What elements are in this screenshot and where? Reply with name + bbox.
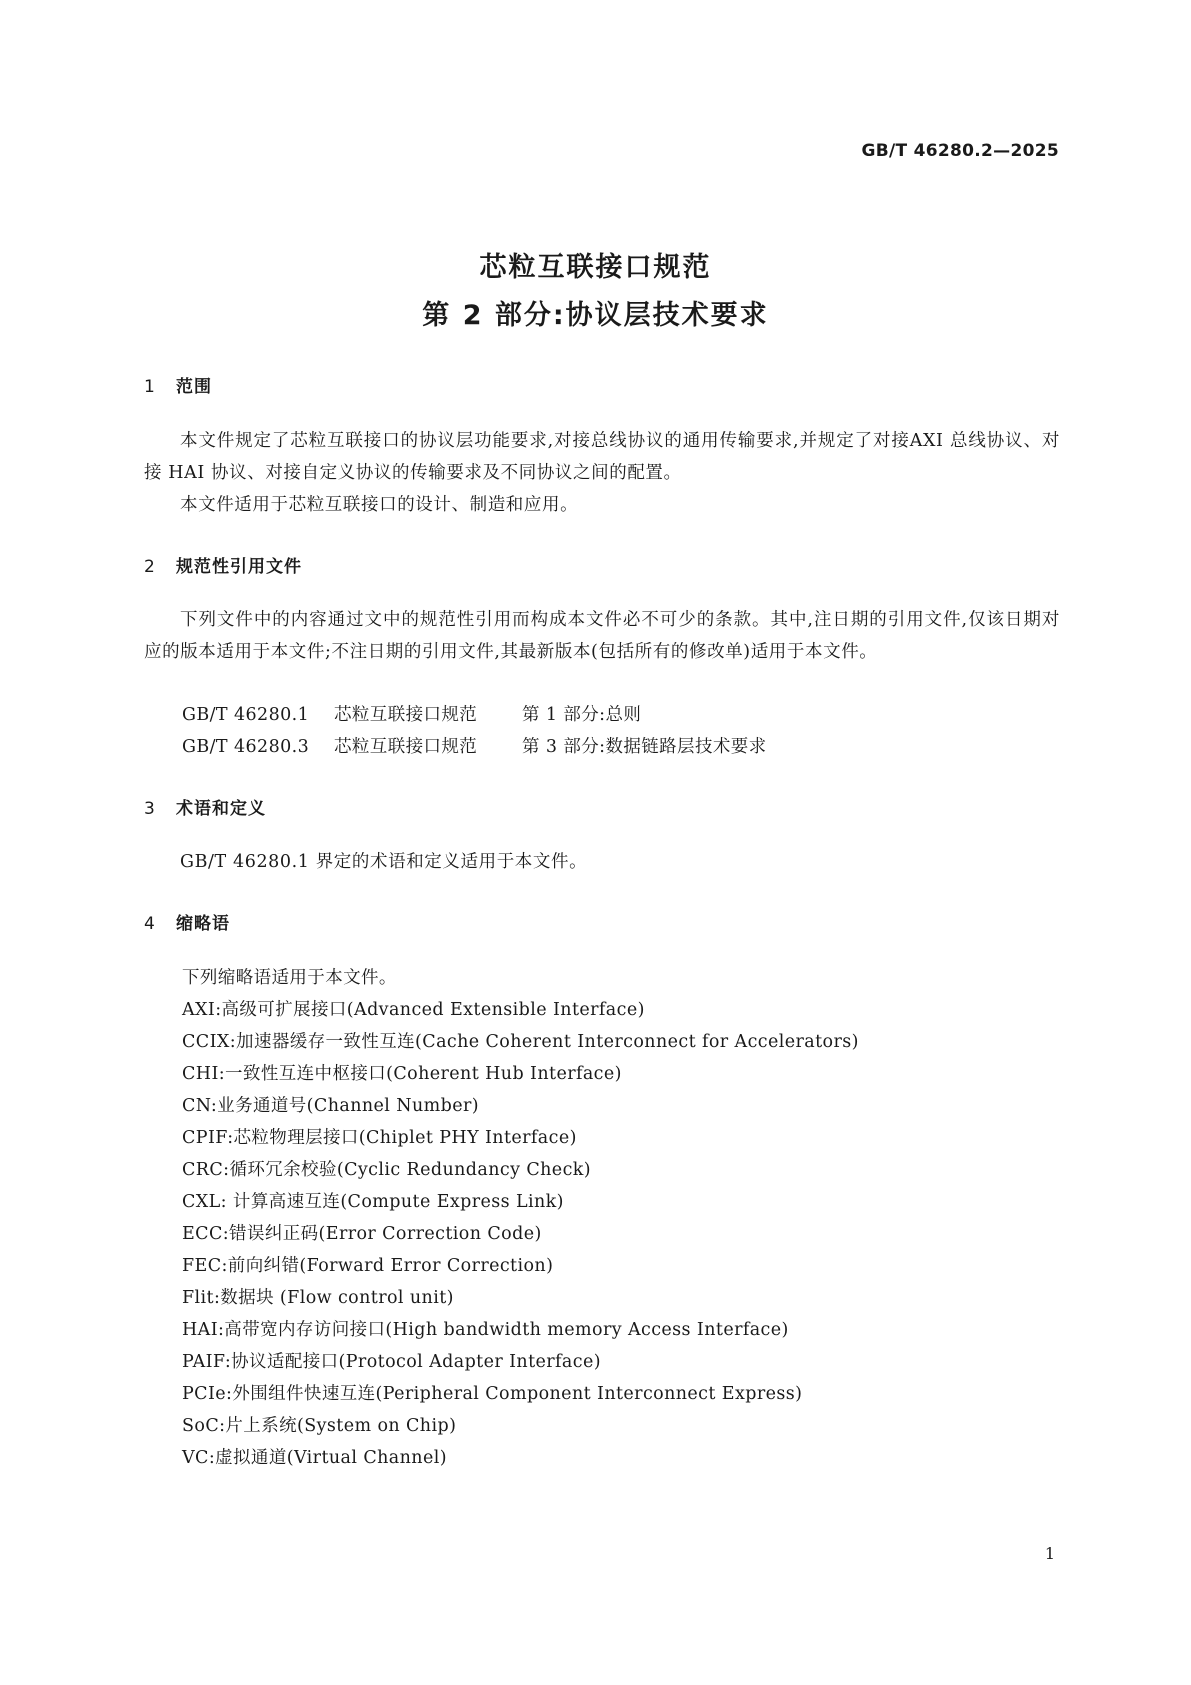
abbreviation-item: CXL: 计算高速互连(Compute Express Link) (182, 1192, 564, 1212)
abbreviation-item: PAIF:协议适配接口(Protocol Adapter Interface) (182, 1352, 601, 1372)
reference-code: GB/T 46280.1 (182, 705, 310, 725)
abbreviations-intro: 下列缩略语适用于本文件。 (182, 968, 397, 988)
reference-title: 芯粒互联接口规范 (334, 737, 478, 757)
scope-paragraph: 本文件规定了芯粒互联接口的协议层功能要求,对接总线协议的通用传输要求,并规定了对接AXI 总线协议、对接 HAI 协议、对接自定义协议的传输要求及不同协议之间的配置。 (144, 431, 1060, 483)
section-4-heading (144, 909, 230, 934)
reference-title: 芯粒互联接口规范 (334, 705, 478, 725)
section-title: 术语和定义 (176, 799, 266, 819)
reference-item (182, 699, 641, 731)
abbreviation-item: AXI:高级可扩展接口(Advanced Extensible Interface) (182, 1000, 645, 1020)
abbreviation-item: VC:虚拟通道(Virtual Channel) (182, 1448, 447, 1468)
document-subtitle: 第 2 部分:协议层技术要求 (422, 300, 769, 331)
abbreviation-item: CN:业务通道号(Channel Number) (182, 1096, 479, 1116)
section-number: 1 (144, 377, 156, 397)
section-number: 4 (144, 914, 156, 934)
section-title: 缩略语 (176, 914, 230, 934)
abbreviation-item: Flit:数据块 (Flow control unit) (182, 1288, 454, 1308)
abbreviation-item: PCIe:外围组件快速互连(Peripheral Component Interconnect Express) (182, 1384, 803, 1404)
section-number: 2 (144, 557, 156, 577)
abbreviation-item: CPIF:芯粒物理层接口(Chiplet PHY Interface) (182, 1128, 577, 1148)
abbreviation-item: CRC:循环冗余校验(Cyclic Redundancy Check) (182, 1160, 591, 1180)
section-2-heading (144, 552, 302, 577)
abbreviation-item: HAI:高带宽内存访问接口(High bandwidth memory Access Interface) (182, 1320, 789, 1340)
section-3-heading (144, 794, 266, 819)
abbreviation-item: CHI:一致性互连中枢接口(Coherent Hub Interface) (182, 1064, 622, 1084)
abbreviation-item: FEC:前向纠错(Forward Error Correction) (182, 1256, 554, 1276)
reference-item (182, 731, 767, 763)
page-number: 1 (1044, 1544, 1055, 1563)
section-title: 范围 (176, 377, 212, 397)
reference-part: 第 3 部分:数据链路层技术要求 (522, 737, 767, 757)
scope-applicability: 本文件适用于芯粒互联接口的设计、制造和应用。 (180, 495, 579, 515)
reference-part: 第 1 部分:总则 (522, 705, 642, 725)
terms-paragraph: GB/T 46280.1 界定的术语和定义适用于本文件。 (180, 852, 588, 872)
section-number: 3 (144, 799, 156, 819)
document-title: 芯粒互联接口规范 (479, 252, 712, 283)
reference-code: GB/T 46280.3 (182, 737, 310, 757)
section-title: 规范性引用文件 (176, 557, 302, 577)
standard-number: GB/T 46280.2—2025 (861, 141, 1059, 161)
section-1-heading (144, 372, 212, 397)
normative-references-paragraph: 下列文件中的内容通过文中的规范性引用而构成本文件必不可少的条款。其中,注日期的引用文件,仅该日期对应的版本适用于本文件;不注日期的引用文件,其最新版本(包括所有的修改单)适用于本文件。 (144, 610, 1060, 662)
abbreviation-item: SoC:片上系统(System on Chip) (182, 1416, 457, 1436)
abbreviation-item: ECC:错误纠正码(Error Correction Code) (182, 1224, 542, 1244)
abbreviation-item: CCIX:加速器缓存一致性互连(Cache Coherent Interconnect for Accelerators) (182, 1032, 859, 1052)
